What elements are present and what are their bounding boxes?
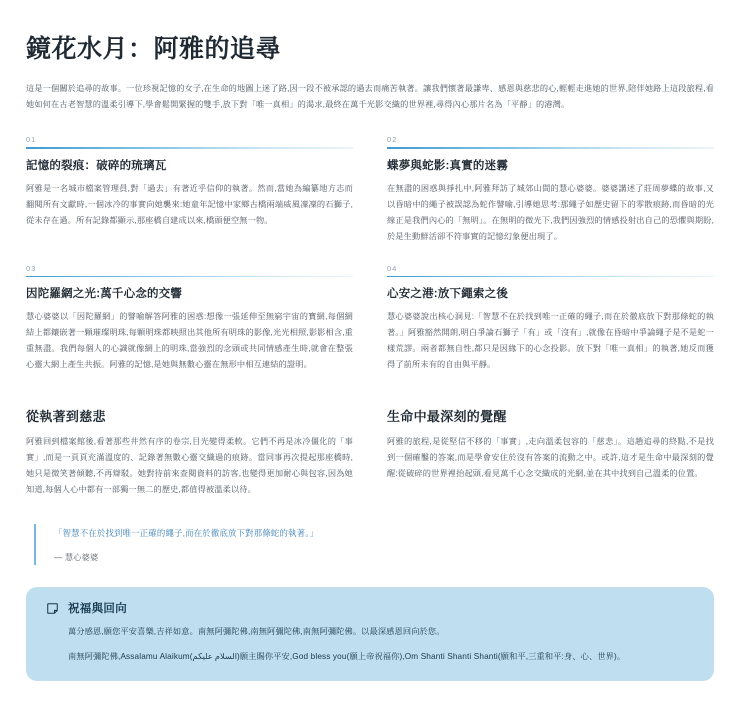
card-04	[387, 264, 714, 374]
card-03	[26, 264, 353, 374]
card-body: 慧心婆婆以「因陀羅網」的譬喻解答阿雅的困惑:想像一張延伸至無窮宇宙的寶網,每個網結上都鑲嵌著一顆璀璨明珠,每顆明珠都映照出其他所有明珠的影像,光光相照,影影相含,重重無盡。我們每個人的心識就像網上的明珠,當強烈的念頭或共同情感產生時,就會在整張心靈大網上產生共振。阿雅的記憶,是她與無數心靈在無形中相互連結的證明。	[26, 312, 353, 370]
card-body: 慧心婆婆說出核心洞見:「智慧不在於找到唯一正確的繩子,而在於徹底放下對那條蛇的執著。」阿雅豁然開朗,明白爭論石獅子「有」或「沒有」,就像在昏暗中爭論繩子是不是蛇一樣荒謬。兩者都無自性,都只是因緣下的心念投影。放下對「唯一真相」的執著,她反而獲得了前所未有的自由與平靜。	[387, 312, 714, 370]
section-compassion	[26, 406, 353, 498]
card-divider	[26, 147, 353, 149]
blessing-panel	[26, 587, 714, 681]
narrative-sections	[26, 406, 714, 498]
page-title: 鏡花水月：阿雅的追尋	[26, 35, 282, 63]
card-divider	[387, 276, 714, 278]
blessing-header	[46, 600, 694, 616]
card-grid	[26, 135, 714, 392]
card-01	[26, 135, 353, 245]
quote-attribution: — 慧心婆婆	[54, 553, 99, 563]
card-divider	[387, 147, 714, 149]
section-body: 阿雅回到檔案館後,看著那些井然有序的卷宗,目光變得柔軟。它們不再是冰冷僵化的「事實」,而是一頁頁充滿溫度的、記錄著無數心靈交織過的痕跡。當同事再次提起那座橋時,她只是微笑著傾聽,不再辯駁。她對待前來查閱資料的訪客,也變得更加耐心與包容,因為她知道,每個人心中都有一部獨一無二的歷史,都值得被溫柔以待。	[26, 437, 353, 495]
card-number: 01	[26, 135, 37, 145]
blessing-paragraph-1: 萬分感恩,願您平安喜樂,吉祥如意。南無阿彌陀佛,南無阿彌陀佛,南無阿彌陀佛。以最深感恩回向於您。	[68, 627, 445, 637]
card-body: 在無盡的困惑與掙扎中,阿雅拜訪了城郊山間的慧心婆婆。婆婆講述了莊周夢蝶的故事,又以昏暗中的繩子被誤認為蛇作譬喻,引導她思考:那繩子如歷史留下的零散痕跡,而昏暗的光線正是我們內心的「無明」。在無明的微光下,我們因強烈的情感投射出自己的恐懼與期盼,於是生動鮮活卻不符事實的記憶幻象便出現了。	[387, 183, 714, 241]
intro-paragraph: 這是一個關於追尋的故事。一位珍視記憶的女子,在生命的地圖上迷了路,因一段不被承認的過去而痛苦執著。讓我們懷著最謙卑、感恩與慈悲的心,輕輕走進她的世界,陪伴她路上這段旅程,看她如何在古老智慧的溫柔引導下,學會鬆開緊握的雙手,放下對「唯一真相」的渴求,最終在萬千光影交織的世界裡,尋得內心那片名為「平靜」的港灣。	[26, 84, 714, 110]
card-title: 蝶夢與蛇影:真實的迷霧	[387, 159, 509, 172]
card-divider	[26, 276, 353, 278]
card-title: 因陀羅網之光:萬千心念的交響	[26, 288, 183, 301]
blessing-paragraph-2: 南無阿彌陀佛,Assalamu Alaikum(السلام عليكم)願主賜你平安,God bless you(願上帝祝福你),Om Shanti Shanti Shanti(願和平,三重和平:身、心、世界)。	[68, 652, 626, 662]
quote-text: 「智慧不在於找到唯一正確的繩子,而在於徹底放下對那條蛇的執著。」	[54, 528, 319, 539]
card-02	[387, 135, 714, 245]
card-number: 02	[387, 135, 398, 145]
section-title: 從執著到慈悲	[26, 409, 106, 425]
blessing-title: 祝福與回向	[68, 603, 127, 616]
pull-quote	[34, 524, 714, 565]
card-title: 記憶的裂痕：破碎的琉璃瓦	[26, 159, 167, 172]
section-title: 生命中最深刻的覺醒	[387, 409, 507, 425]
card-body: 阿雅是一名城市檔案管理員,對「過去」有著近乎信仰的執著。然而,當她為編纂地方志而翻閱所有文獻時,一個冰冷的事實向她襲來:她童年記憶中家鄉古橋兩端威風凜凜的石獅子,從未存在過。所有記錄都顯示,那座橋自建成以來,橋頭便空無一物。	[26, 183, 353, 225]
card-title: 心安之港:放下繩索之後	[387, 288, 509, 301]
section-awakening	[387, 406, 714, 498]
section-body: 阿雅的旅程,是從堅信不移的「事實」,走向溫柔包容的「慈悲」。這趟追尋的終點,不是找到一個確鑿的答案,而是學會安住於沒有答案的流動之中。或許,這才是生命中最深刻的覺醒:從破碎的世界裡抬起頭,看見萬千心念交織成的光網,並在其中找到自己溫柔的位置。	[387, 437, 714, 479]
card-number: 03	[26, 263, 37, 273]
card-number: 04	[387, 263, 398, 273]
note-icon	[46, 602, 59, 615]
